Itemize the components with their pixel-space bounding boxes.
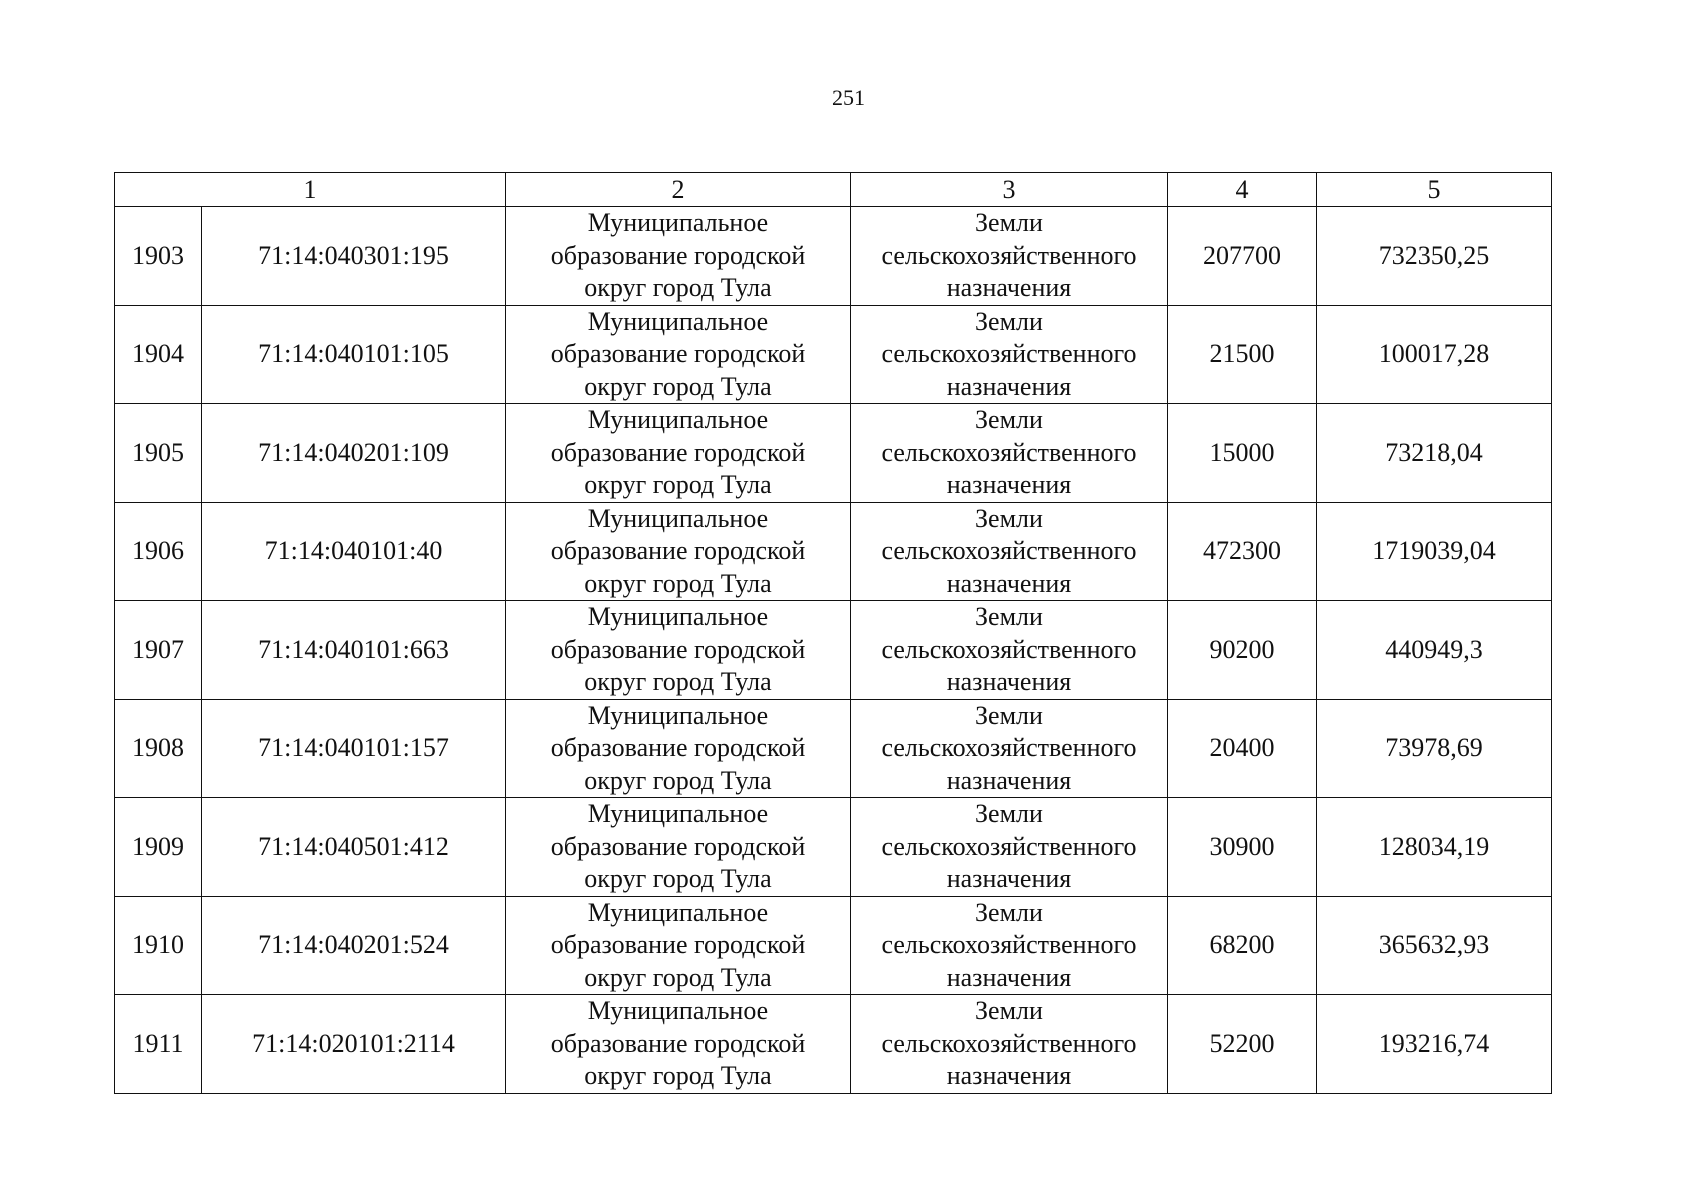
cadastral-value-cell: 440949,3 <box>1317 601 1552 700</box>
table-body <box>115 207 1552 1094</box>
row-number-cell: 1905 <box>115 404 202 503</box>
table-row <box>115 502 1552 601</box>
land-category-cell: Земли сельскохозяйственного назначения <box>851 502 1168 601</box>
land-register-table <box>114 172 1552 1094</box>
cadastral-value-cell: 732350,25 <box>1317 207 1552 306</box>
area-cell: 90200 <box>1168 601 1317 700</box>
land-category-cell: Земли сельскохозяйственного назначения <box>851 699 1168 798</box>
cadastral-number-cell: 71:14:040101:157 <box>202 699 506 798</box>
table-header <box>115 173 1552 207</box>
land-category-cell: Земли сельскохозяйственного назначения <box>851 995 1168 1094</box>
land-category-cell: Земли сельскохозяйственного назначения <box>851 798 1168 897</box>
owner-cell: Муниципальное образование городской округ город Тула <box>506 995 851 1094</box>
cadastral-number-cell: 71:14:020101:2114 <box>202 995 506 1094</box>
header-col-3: 3 <box>851 173 1168 207</box>
cadastral-number-cell: 71:14:040101:40 <box>202 502 506 601</box>
area-cell: 30900 <box>1168 798 1317 897</box>
cadastral-value-cell: 73218,04 <box>1317 404 1552 503</box>
cadastral-number-cell: 71:14:040501:412 <box>202 798 506 897</box>
cadastral-value-cell: 365632,93 <box>1317 896 1552 995</box>
area-cell: 21500 <box>1168 305 1317 404</box>
page-number: 251 <box>832 85 865 110</box>
cadastral-value-cell: 100017,28 <box>1317 305 1552 404</box>
row-number-cell: 1903 <box>115 207 202 306</box>
table-row <box>115 305 1552 404</box>
table-row <box>115 699 1552 798</box>
header-col-4: 4 <box>1168 173 1317 207</box>
area-cell: 472300 <box>1168 502 1317 601</box>
row-number-cell: 1906 <box>115 502 202 601</box>
cadastral-number-cell: 71:14:040101:105 <box>202 305 506 404</box>
land-category-cell: Земли сельскохозяйственного назначения <box>851 404 1168 503</box>
table-row <box>115 995 1552 1094</box>
header-row <box>115 173 1552 207</box>
cadastral-value-cell: 1719039,04 <box>1317 502 1552 601</box>
row-number-cell: 1911 <box>115 995 202 1094</box>
area-cell: 52200 <box>1168 995 1317 1094</box>
owner-cell: Муниципальное образование городской округ город Тула <box>506 601 851 700</box>
cadastral-value-cell: 128034,19 <box>1317 798 1552 897</box>
row-number-cell: 1904 <box>115 305 202 404</box>
owner-cell: Муниципальное образование городской округ город Тула <box>506 502 851 601</box>
owner-cell: Муниципальное образование городской округ город Тула <box>506 699 851 798</box>
cadastral-number-cell: 71:14:040101:663 <box>202 601 506 700</box>
table-row <box>115 896 1552 995</box>
land-category-cell: Земли сельскохозяйственного назначения <box>851 207 1168 306</box>
cadastral-value-cell: 73978,69 <box>1317 699 1552 798</box>
owner-cell: Муниципальное образование городской округ город Тула <box>506 798 851 897</box>
row-number-cell: 1909 <box>115 798 202 897</box>
cadastral-number-cell: 71:14:040201:109 <box>202 404 506 503</box>
table-row <box>115 207 1552 306</box>
row-number-cell: 1907 <box>115 601 202 700</box>
land-category-cell: Земли сельскохозяйственного назначения <box>851 896 1168 995</box>
area-cell: 207700 <box>1168 207 1317 306</box>
table-row <box>115 798 1552 897</box>
cadastral-number-cell: 71:14:040301:195 <box>202 207 506 306</box>
header-col-2: 2 <box>506 173 851 207</box>
header-col-1: 1 <box>115 173 506 207</box>
owner-cell: Муниципальное образование городской округ город Тула <box>506 896 851 995</box>
table-row <box>115 601 1552 700</box>
row-number-cell: 1910 <box>115 896 202 995</box>
owner-cell: Муниципальное образование городской округ город Тула <box>506 404 851 503</box>
row-number-cell: 1908 <box>115 699 202 798</box>
area-cell: 20400 <box>1168 699 1317 798</box>
land-category-cell: Земли сельскохозяйственного назначения <box>851 305 1168 404</box>
cadastral-value-cell: 193216,74 <box>1317 995 1552 1094</box>
table-row <box>115 404 1552 503</box>
header-col-5: 5 <box>1317 173 1552 207</box>
owner-cell: Муниципальное образование городской округ город Тула <box>506 207 851 306</box>
owner-cell: Муниципальное образование городской округ город Тула <box>506 305 851 404</box>
cadastral-number-cell: 71:14:040201:524 <box>202 896 506 995</box>
area-cell: 68200 <box>1168 896 1317 995</box>
land-category-cell: Земли сельскохозяйственного назначения <box>851 601 1168 700</box>
area-cell: 15000 <box>1168 404 1317 503</box>
